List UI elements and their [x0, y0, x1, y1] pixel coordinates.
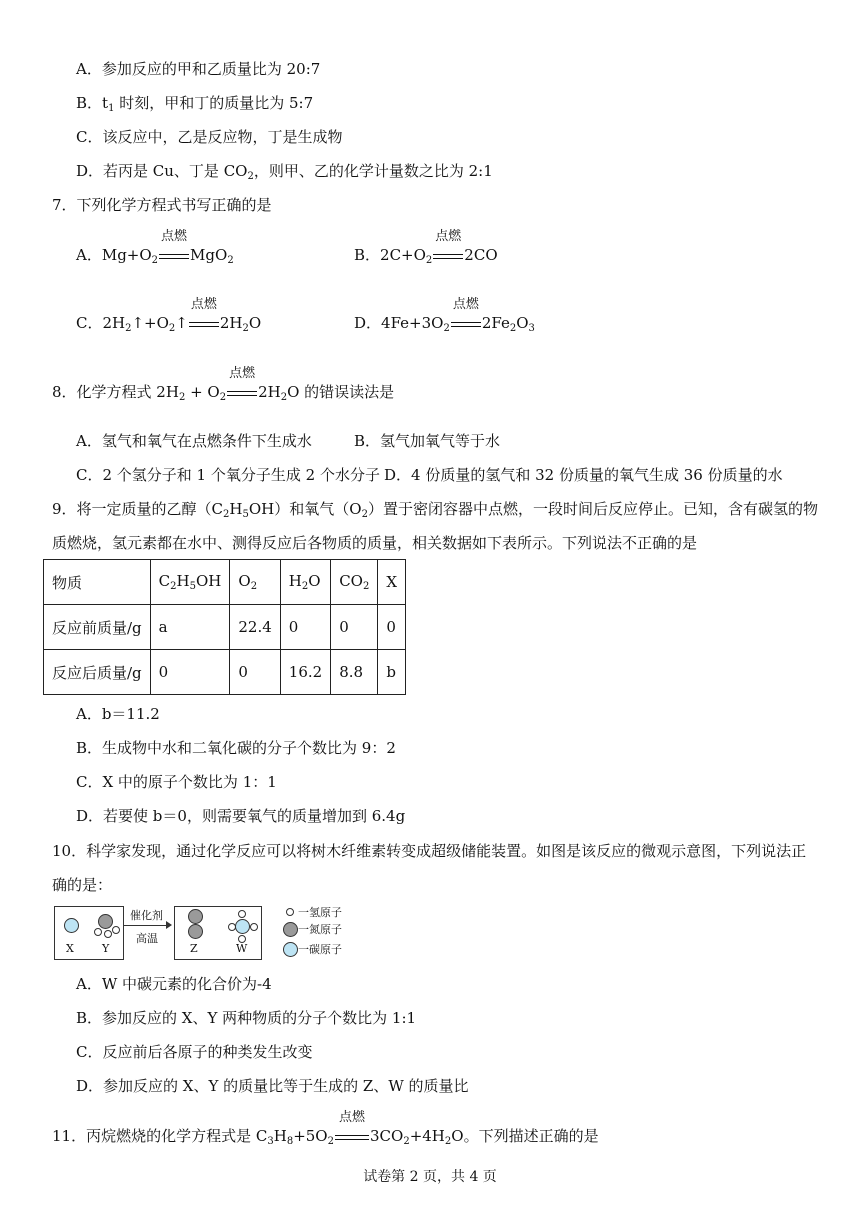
q9-option-a: A．b＝11.2: [76, 705, 160, 723]
reaction-arrow: 点燃: [189, 313, 219, 333]
q10-option-c: C．反应前后各原子的种类发生改变: [76, 1043, 313, 1061]
catalyst-label: 催化剂: [130, 909, 163, 922]
table-cell: 反应后质量/g: [44, 650, 151, 695]
reaction-arrow: 点燃: [451, 313, 481, 333]
q8-option-d: D．4 份质量的氢气和 32 份质量的氧气生成 36 份质量的水: [384, 466, 783, 484]
table-row: [44, 650, 406, 695]
q9-mass-table: [43, 559, 406, 695]
q6-option-b: B．$t_1$ 时刻，甲和丁的质量比为 5:7: [76, 94, 314, 114]
hydrogen-atom-icon: [94, 928, 102, 936]
nitrogen-atom-icon: [188, 924, 203, 939]
table-header-cell: $O_2$: [230, 560, 280, 605]
table-cell: 22.4: [230, 605, 280, 650]
hydrogen-atom-icon: [238, 910, 246, 918]
table-cell: 0: [150, 650, 230, 695]
legend-hydrogen-icon: [286, 908, 294, 916]
q9-option-c: C．X 中的原子个数比为 1：1: [76, 773, 277, 791]
table-header-row: [44, 560, 406, 605]
legend-nitrogen-icon: [283, 922, 298, 937]
table-cell: 0: [331, 605, 378, 650]
table-cell: 16.2: [280, 650, 330, 695]
table-cell: 8.8: [331, 650, 378, 695]
table-header-cell: $CO_2$: [331, 560, 378, 605]
table-header-cell: X: [378, 560, 406, 605]
q10-option-a: A．W 中碳元素的化合价为-4: [76, 975, 272, 993]
carbon-atom-icon: [235, 919, 250, 934]
q10-option-d: D．参加反应的 X、Y 的质量比等于生成的 Z、W 的质量比: [76, 1077, 469, 1095]
arrow-head-icon: [166, 921, 172, 929]
legend-carbon-icon: [283, 942, 298, 957]
q10-option-b: B．参加反应的 X、Y 两种物质的分子个数比为 1:1: [76, 1009, 417, 1027]
hydrogen-atom-icon: [104, 930, 112, 938]
nitrogen-atom-icon: [188, 909, 203, 924]
label-y: Y: [102, 942, 110, 955]
q7-option-b: B．$2C+O_2$ 点燃 2CO: [354, 229, 498, 266]
q7-option-c: C．$2H_2↑+O_2↑$ 点燃 $2H_2O$: [76, 297, 262, 334]
label-x: X: [66, 942, 74, 955]
q10-stem-line2: 确的是：: [52, 876, 113, 894]
reaction-arrow: 点燃: [159, 245, 189, 265]
table-header-cell: $C_2H_5OH$: [150, 560, 230, 605]
reaction-arrow: 点燃: [335, 1126, 369, 1146]
q10-micro-diagram: [54, 904, 354, 960]
page-footer: 试卷第 2 页，共 4 页: [363, 1169, 497, 1185]
table-cell: b: [378, 650, 406, 695]
legend-carbon: 一碳原子: [298, 943, 342, 956]
legend-hydrogen: 一氢原子: [298, 906, 342, 919]
q7-option-d: D．$4Fe+3O_2$ 点燃 $2Fe_2O_3$: [354, 297, 535, 334]
q7-stem: 7．下列化学方程式书写正确的是: [52, 196, 272, 214]
q10-stem-line1: 10．科学家发现，通过化学反应可以将树木纤维素转变成超级储能装置。如图是该反应的微观示意图，下列说法正: [52, 842, 807, 860]
table-cell: 反应前质量/g: [44, 605, 151, 650]
table-header-cell: 物质: [44, 560, 151, 605]
q8-option-c: C．2 个氢分子和 1 个氧分子生成 2 个水分子: [76, 466, 380, 484]
table-cell: a: [150, 605, 230, 650]
table-cell: 0: [280, 605, 330, 650]
table-row: [44, 605, 406, 650]
reaction-arrow: 点燃: [433, 245, 463, 265]
legend-nitrogen: 一氮原子: [298, 923, 342, 936]
q9-stem-line2: 质燃烧，氢元素都在水中、测得反应后各物质的质量，相关数据如下表所示。下列说法不正确的是: [52, 534, 698, 552]
table-cell: 0: [378, 605, 406, 650]
reaction-arrow-line: [124, 925, 168, 926]
reaction-arrow: 点燃: [227, 382, 257, 402]
nitrogen-atom-icon: [98, 914, 113, 929]
q7-option-a: A．$Mg+O_2$ 点燃 MgO$_2$: [76, 229, 234, 266]
q9-option-b: B．生成物中水和二氧化碳的分子个数比为 9：2: [76, 739, 396, 757]
table-cell: 0: [230, 650, 280, 695]
q9-stem-line1: 9．将一定质量的乙醇$(C_2H_5OH)$和氧气$(O_2)$置于密闭容器中点燃，一段时间后反应停止。已知，含有碳氢的物: [52, 500, 818, 520]
label-z: Z: [190, 942, 198, 955]
q9-option-d: D．若要使 b＝0，则需要氧气的质量增加到 6.4g: [76, 807, 406, 825]
q8-option-a: A．氢气和氧气在点燃条件下生成水: [76, 432, 312, 450]
q11-stem: 11．丙烷燃烧的化学方程式是 $C_3H_8+5O_2$ 点燃 $3CO_2+4H_2O$。下列描述正确的是: [52, 1110, 599, 1147]
temp-label: 高温: [136, 932, 158, 945]
label-w: W: [236, 942, 248, 955]
q6-option-a: A．参加反应的甲和乙质量比为 20:7: [76, 60, 321, 78]
q6-option-c: C．该反应中，乙是反应物，丁是生成物: [76, 128, 343, 146]
hydrogen-atom-icon: [112, 926, 120, 934]
q8-option-b: B．氢气加氧气等于水: [354, 432, 501, 450]
hydrogen-atom-icon: [250, 923, 258, 931]
carbon-atom-icon: [64, 918, 79, 933]
table-header-cell: $H_2O$: [280, 560, 330, 605]
q8-stem: 8．化学方程式 $2H_2 + O_2$ 点燃 $2H_2O$ 的错误读法是: [52, 366, 395, 403]
q6-option-d: D．若丙是 Cu、丁是 $CO_2$，则甲、乙的化学计量数之比为 2:1: [76, 162, 493, 182]
